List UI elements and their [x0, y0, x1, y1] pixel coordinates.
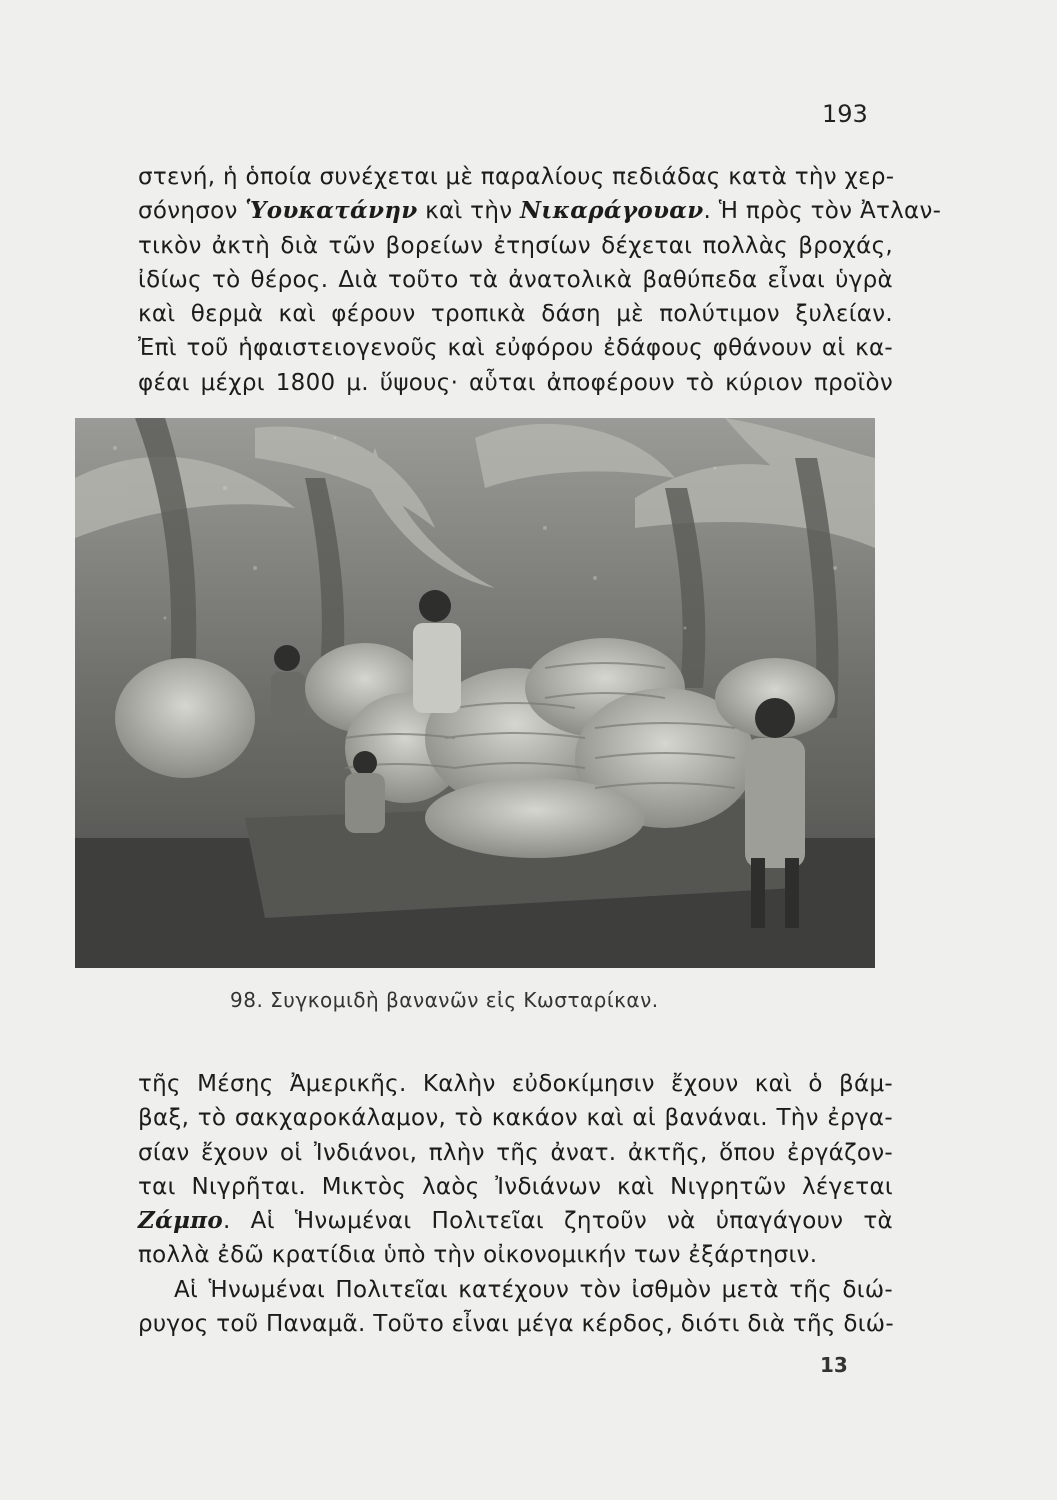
page-number: 193	[822, 100, 868, 128]
place-name-yucatan: Ὑουκατάνην	[245, 197, 418, 225]
text-line: ἰδίως τὸ θέρος. Διὰ τοῦτο τὰ ἀνατολικὰ βαθύπεδα εἶναι ὑγρὰ	[138, 266, 893, 293]
text-line: Ἐπὶ τοῦ ἡφαιστειογενοῦς καὶ εὐφόρου ἐδάφους φθάνουν αἱ κα-	[138, 335, 893, 362]
term-zambo: Ζάμπο	[138, 1207, 223, 1235]
text-line: στενή, ἡ ὁποία συνέχεται μὲ παραλίους πεδιάδας κατὰ τὴν χερ-	[138, 164, 895, 190]
text-line: ρυγος τοῦ Παναμᾶ. Τοῦτο εἶναι μέγα κέρδος, διότι διὰ τῆς διώ-	[138, 1311, 894, 1338]
paragraph-bottom	[138, 1067, 893, 1341]
figure-caption: 98. Συγκομιδὴ βανανῶν εἰς Κωσταρίκαν.	[230, 988, 659, 1012]
banana-harvest-photo	[75, 418, 875, 968]
text-line: τῆς Μέσης Ἀμερικῆς. Καλὴν εὐδοκίμησιν ἔχουν καὶ ὁ βάμ-	[138, 1071, 893, 1097]
signature-mark: 13	[820, 1353, 848, 1377]
text-line: ται Νιγρῆται. Μικτὸς λαὸς Ἰνδιάνων καὶ Νιγρητῶν λέγεται	[138, 1173, 893, 1200]
text-line: βαξ, τὸ σακχαροκάλαμον, τὸ κακάον καὶ αἱ βανάναι. Τὴν ἐργα-	[138, 1105, 893, 1132]
text-line: σίαν ἔχουν οἱ Ἰνδιάνοι, πλὴν τῆς ἀνατ. ἀκτῆς, ὅπου ἐργάζον-	[138, 1139, 893, 1166]
text-line: τικὸν ἀκτὴ διὰ τῶν βορείων ἐτησίων δέχεται πολλὰς βροχάς,	[138, 232, 893, 259]
place-name-nicaragua: Νικαράγουαν	[519, 197, 704, 225]
text-line: σόνησον Ὑουκατάνην καὶ τὴν Νικαράγουαν. Ἡ πρὸς τὸν Ἀτλαν-	[138, 197, 942, 225]
text-line: καὶ θερμὰ καὶ φέρουν τροπικὰ δάση μὲ πολύτιμον ξυλείαν.	[138, 301, 893, 328]
text-line: Ζάμπο. Αἱ Ἡνωμέναι Πολιτεῖαι ζητοῦν νὰ ὑπαγάγουν τὰ	[138, 1207, 893, 1235]
text-line: πολλὰ ἐδῶ κρατίδια ὑπὸ τὴν οἰκονομικήν των ἐξάρτησιν.	[138, 1242, 818, 1269]
paragraph-top	[138, 160, 942, 400]
text-line: Αἱ Ἡνωμέναι Πολιτεῖαι κατέχουν τὸν ἰσθμὸν μετὰ τῆς διώ-	[174, 1276, 893, 1303]
text-line: φέαι μέχρι 1800 μ. ὕψους· αὗται ἀποφέρουν τὸ κύριον προϊὸν	[138, 369, 893, 396]
